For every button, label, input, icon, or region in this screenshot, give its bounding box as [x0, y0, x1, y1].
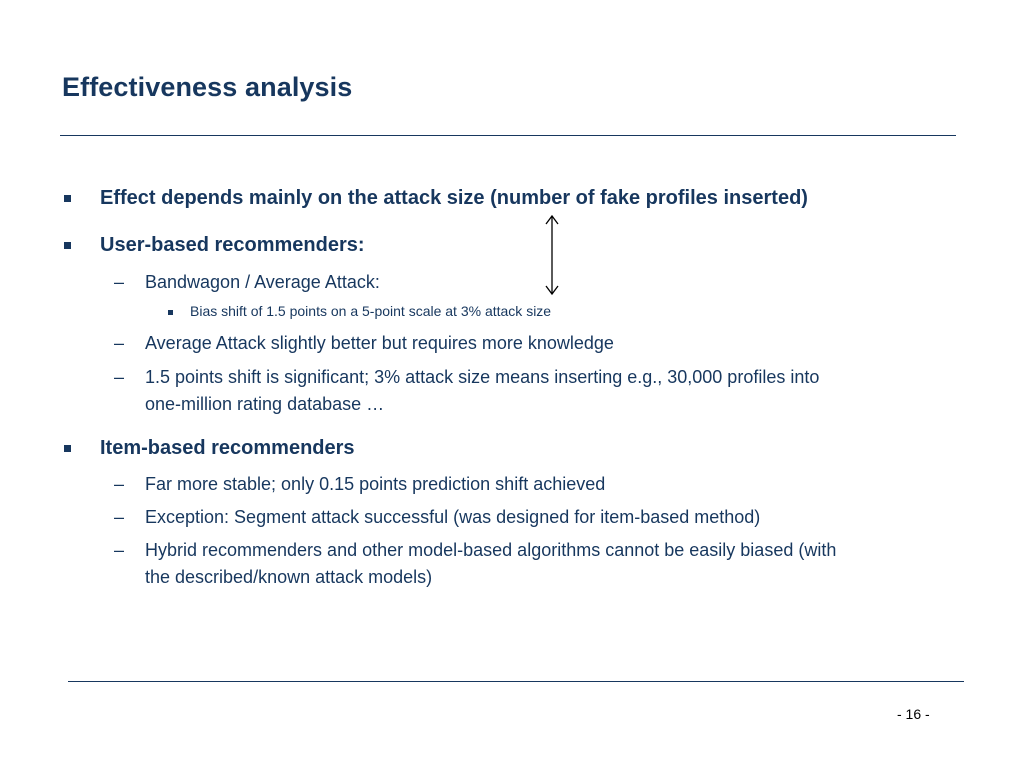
dash-bullet-icon: –	[114, 507, 125, 527]
sub-bullet-bandwagon: Bandwagon / Average Attack:	[145, 272, 380, 292]
page-number: - 16 -	[897, 706, 930, 722]
square-bullet-icon	[64, 445, 71, 452]
sub-bullet-stable: Far more stable; only 0.15 points prediction shift achieved	[145, 474, 606, 494]
sub-bullet-significance-line2: one-million rating database …	[145, 394, 385, 414]
sub-bullet-significance-line1: 1.5 points shift is significant; 3% attack size means inserting e.g., 30,000 profiles into	[145, 367, 820, 387]
double-headed-arrow-icon	[540, 214, 564, 298]
dash-bullet-icon: –	[114, 333, 125, 353]
footer-divider	[68, 681, 964, 682]
dash-bullet-icon: –	[114, 367, 125, 387]
dash-bullet-icon: –	[114, 272, 125, 292]
dash-bullet-icon: –	[114, 540, 125, 560]
bullet-item-based: Item-based recommenders	[100, 437, 355, 459]
sub-sub-bullet-bias-shift: Bias shift of 1.5 points on a 5-point scale at 3% attack size	[190, 303, 552, 319]
slide-title: Effectiveness analysis	[62, 72, 353, 102]
sub-bullet-average-attack: Average Attack slightly better but requires more knowledge	[145, 333, 614, 353]
sub-bullet-hybrid-line1: Hybrid recommenders and other model-based algorithms cannot be easily biased (with	[145, 540, 837, 560]
bullet-attack-size: Effect depends mainly on the attack size (number of fake profiles inserted)	[100, 187, 808, 209]
square-bullet-icon	[64, 195, 71, 202]
bullet-user-based: User-based recommenders:	[100, 234, 365, 256]
sub-bullet-exception: Exception: Segment attack successful (was designed for item-based method)	[145, 507, 761, 527]
small-square-bullet-icon	[168, 310, 173, 315]
sub-bullet-hybrid-line2: the described/known attack models)	[145, 567, 433, 587]
square-bullet-icon	[64, 242, 71, 249]
dash-bullet-icon: –	[114, 474, 125, 494]
